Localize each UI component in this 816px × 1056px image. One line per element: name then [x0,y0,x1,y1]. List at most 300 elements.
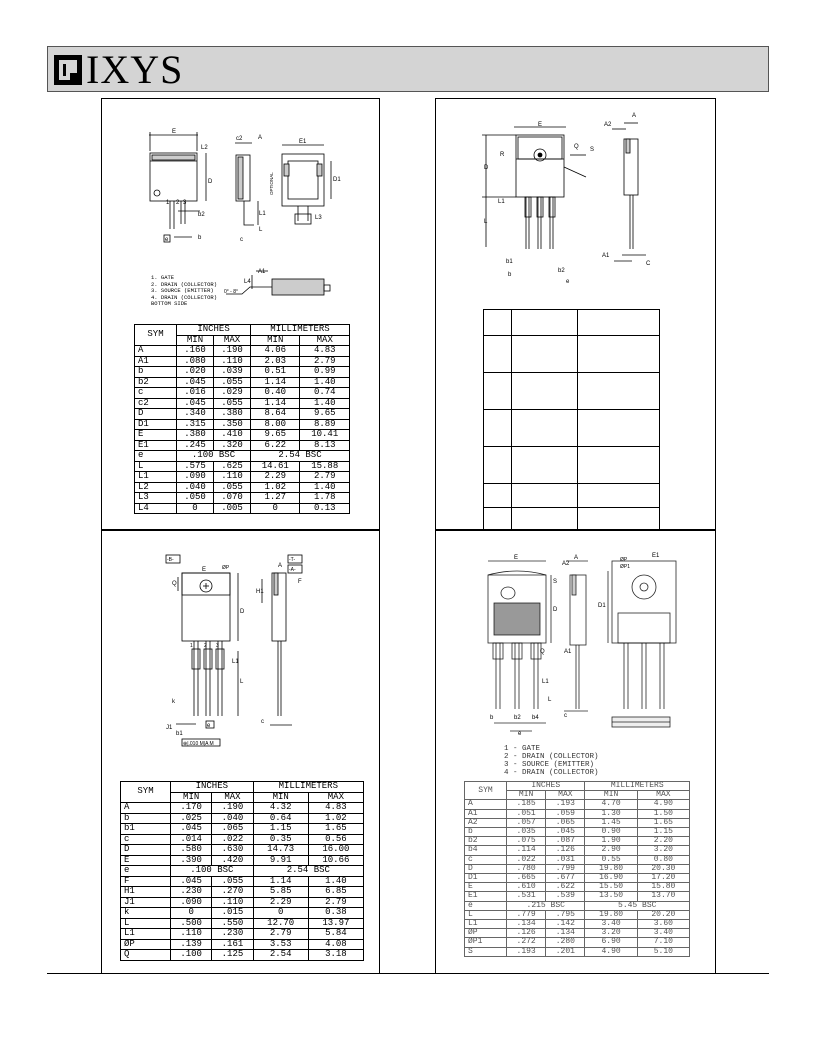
label-b1: b1 [506,259,513,265]
table-row [135,398,350,409]
cell-value: 2.79 [253,929,308,940]
pin-legend-2: 2. DRAIN (COLLECTOR) [151,280,218,288]
table-row [121,813,364,824]
label-pin1: 1 [166,200,170,206]
pin-legend-4: 4. DRAIN (COLLECTOR) [151,293,218,301]
cell-value: 3.53 [253,939,308,950]
cell-sym: b2 [135,377,177,388]
cell-value: 2.54 [253,950,308,961]
label-E1: E1 [652,553,660,559]
cell-value: 1.40 [300,398,350,409]
cell-value: .610 [507,883,546,892]
cell-value: .016 [177,388,214,399]
cell-value: 0.55 [585,855,637,864]
cell-value: .045 [171,876,212,887]
cell-value: .625 [214,461,251,472]
table-row [121,824,364,835]
table-row [135,472,350,483]
label-b: b [490,715,494,721]
table-row [135,493,350,504]
label-e: e [518,731,522,737]
col-inches: INCHES [177,325,251,336]
cell-value: .190 [214,346,251,357]
label-Q: Q [172,581,177,587]
table-row [135,503,350,514]
cell-value: 4.83 [300,346,350,357]
label-optional: OPTIONAL [269,172,274,195]
cell-sym: L4 [135,503,177,514]
cell-value: .185 [507,800,546,809]
to247-rows-2 [465,910,690,956]
label-pin2: 2 [204,643,207,649]
cell-value: .020 [177,367,214,378]
cell-value: 5.10 [637,947,689,956]
cell-value: 3.18 [308,950,363,961]
col-mm-min: MIN [585,791,637,800]
cell-value: .025 [171,813,212,824]
cell-value: .340 [177,409,214,420]
cell-sym: A [121,803,171,814]
label-H1: H1 [256,589,264,595]
table-row [135,430,350,441]
cell-value: 15.80 [637,883,689,892]
cell-value: .059 [546,809,585,818]
panel-to247 [435,530,716,974]
cell-value: 1.40 [308,876,363,887]
label-D: D [208,179,213,185]
cell-value: 4.32 [253,803,308,814]
cell-sym: k [121,908,171,919]
label-Q: Q [540,649,545,655]
cell-value: .040 [177,482,214,493]
col-inches: INCHES [507,782,585,791]
cell-value: 0.80 [637,855,689,864]
to247-rows [465,800,690,901]
col-sym: SYM [135,325,177,346]
table-row [121,897,364,908]
cell-value: 2.29 [251,472,300,483]
col-mm-max: MAX [300,335,350,346]
cell-value: .057 [507,818,546,827]
cell-value: .051 [507,809,546,818]
label-pin1: 1 [190,643,193,649]
cell-sym: L [135,461,177,472]
cell-value: 1.14 [251,398,300,409]
cell-value: .139 [171,939,212,950]
table-row [121,929,364,940]
cell-sym: F [121,876,171,887]
table-row [465,809,690,818]
cell-sym: E [465,883,507,892]
panel-to263 [101,98,380,530]
to220-drawing [436,99,715,299]
to247-dimension-table [464,781,690,957]
label-c: c [564,713,567,719]
cell-value: .622 [546,883,585,892]
cell-value: .114 [507,846,546,855]
table-row [465,855,690,864]
footer-rule [47,973,769,974]
cell-value: .134 [507,920,546,929]
cell-sym: A2 [465,818,507,827]
cell-value: 3.20 [585,929,637,938]
label-S: S [590,147,595,153]
cell-sym: c2 [135,398,177,409]
label-pin2: 2 [176,200,180,206]
table-row [121,834,364,845]
cell-value: 1.14 [251,377,300,388]
cell-value: .320 [214,440,251,451]
cell-value: .160 [177,346,214,357]
cell-value: 4.83 [308,803,363,814]
cell-value: .315 [177,419,214,430]
cell-value: .014 [171,834,212,845]
to263-pin-legend [151,275,217,308]
label-J1: J1 [166,725,173,731]
cell-value: 4.70 [585,800,637,809]
cell-sym: b [121,813,171,824]
cell-value: .799 [546,864,585,873]
cell-value: .040 [212,813,253,824]
cell-value: 2.29 [253,897,308,908]
cell-value: 0 [171,908,212,919]
cell-value: .035 [507,828,546,837]
cell-value: .193 [546,800,585,809]
to263-drawing [102,99,379,309]
cell-sym: L2 [135,482,177,493]
cell-value: .005 [214,503,251,514]
pin-legend-3: 3. SOURCE (EMITTER) [151,287,214,294]
cell-value: 0.40 [251,388,300,399]
cell-value: 1.78 [300,493,350,504]
label-e: e [207,723,211,729]
cell-value: .110 [214,472,251,483]
col-inches: INCHES [171,782,254,793]
cell-value: .779 [507,910,546,919]
cell-sym: D [121,845,171,856]
label-E: E [172,129,177,135]
cell-value: 5.84 [308,929,363,940]
cell-sym: c [465,855,507,864]
cell-value: 10.41 [300,430,350,441]
label-L: L [548,697,552,703]
cell-sym: A1 [465,809,507,818]
cell-value: 19.80 [585,864,637,873]
cell-value: .795 [546,910,585,919]
cell-value: .080 [177,356,214,367]
table-row [135,388,350,399]
cell-value: 19.80 [585,910,637,919]
col-inch-max: MAX [546,791,585,800]
cell-value: 1.02 [251,482,300,493]
cell-value: .500 [171,918,212,929]
cell-sym: D1 [135,419,177,430]
cell-value: .125 [212,950,253,961]
label-A2: A2 [604,122,612,128]
label-A1: A1 [602,253,610,259]
table-row [135,409,350,420]
cell-sym: c [135,388,177,399]
cell-value: .029 [214,388,251,399]
label-L3: L3 [315,215,322,221]
label-P: ØP [222,565,230,571]
cell-sym: A1 [135,356,177,367]
label-P1: ØP1 [620,564,631,570]
pin-legend-4: 4 - DRAIN (COLLECTOR) [504,769,599,777]
panel-to220ab [101,530,380,974]
table-row [121,908,364,919]
table-row [121,939,364,950]
table-row [465,892,690,901]
cell-value: 2.90 [585,846,637,855]
cell-sym: L1 [135,472,177,483]
cell-value: .575 [177,461,214,472]
label-C: C [646,261,651,267]
cell-value: .201 [546,947,585,956]
cell-value: .055 [214,377,251,388]
label-A: A [632,113,637,119]
cell-value: 2.79 [300,472,350,483]
cell-value: .193 [507,947,546,956]
cell-value: 0.90 [585,828,637,837]
label-b1: b1 [176,731,183,737]
label-pin3: 3 [183,200,187,206]
cell-value: 2.79 [308,897,363,908]
to263-dimension-table [134,324,350,514]
cell-sym: D [465,864,507,873]
cell-value: 2.20 [637,837,689,846]
cell-value: .580 [171,845,212,856]
cell-value: .065 [546,818,585,827]
cell-value: .390 [171,855,212,866]
cell-value: 0.51 [251,367,300,378]
cell-sym: L3 [135,493,177,504]
cell-value: .055 [214,398,251,409]
cell-value: 1.30 [585,809,637,818]
table-row [121,803,364,814]
cell-sym: ØP [465,929,507,938]
cell-value: 15.88 [300,461,350,472]
cell-sym: D1 [465,874,507,883]
table-row [135,461,350,472]
cell-value: 1.27 [251,493,300,504]
cell-value: 17.20 [637,874,689,883]
ixys-logo [54,47,184,92]
table-row [465,800,690,809]
cell-value: 10.66 [308,855,363,866]
cell-sym: L1 [465,920,507,929]
cell-value: .045 [171,824,212,835]
col-mm-min: MIN [253,792,308,803]
cell-value: 6.85 [308,887,363,898]
cell-value: .100 [171,950,212,961]
label-tolerance: ⊕|.010 M|A M [183,741,214,747]
cell-value: 4.06 [251,346,300,357]
table-row: e .215 BSC 5.45 BSC [465,901,690,910]
label-k: k [172,699,175,705]
cell-value: 1.02 [308,813,363,824]
cell-value: 9.65 [251,430,300,441]
table-row [465,947,690,956]
cell-value: .090 [177,472,214,483]
cell-value: 0.35 [253,834,308,845]
col-sym: SYM [121,782,171,803]
cell-value: .045 [177,398,214,409]
cell-sym: c [121,834,171,845]
cell-value: .134 [546,929,585,938]
label-datum-T: -T- [289,557,296,563]
to263-rows-2 [135,461,350,514]
cell-value: .039 [214,367,251,378]
label-b2: b2 [514,715,521,721]
cell-value: 8.89 [300,419,350,430]
cell-value: .022 [507,855,546,864]
cell-value: 0.38 [308,908,363,919]
label-F: F [298,579,302,585]
cell-value: 4.90 [637,800,689,809]
cell-value: .050 [177,493,214,504]
label-E1: E1 [299,139,307,145]
cell-value: .630 [212,845,253,856]
cell-value: 0.13 [300,503,350,514]
cell-value: .550 [212,918,253,929]
label-D: D [240,609,245,615]
cell-value: .126 [507,929,546,938]
label-S: S [553,579,558,585]
cell-value: .055 [212,876,253,887]
label-L2: L2 [201,145,208,151]
label-b4: b4 [532,715,539,721]
label-D: D [553,607,558,613]
label-e: e [165,237,169,243]
cell-value: .410 [214,430,251,441]
cell-value: .087 [546,837,585,846]
pin-legend-3: 3 - SOURCE (EMITTER) [504,761,595,769]
label-R: R [500,152,505,158]
col-inch-min: MIN [171,792,212,803]
cell-value: 1.50 [637,809,689,818]
cell-value: 2.79 [300,356,350,367]
cell-value: 13.70 [637,892,689,901]
label-L1: L1 [259,211,266,217]
cell-value: 6.90 [585,938,637,947]
cell-value: 1.90 [585,837,637,846]
label-L: L [484,219,488,225]
label-pin3: 3 [216,643,219,649]
label-angle: 0° - 8° [224,289,239,295]
label-datum-A: -A- [289,567,296,573]
label-P: ØP [620,557,628,563]
cell-value: .270 [212,887,253,898]
to220ab-drawing [102,531,379,761]
cell-value: 14.61 [251,461,300,472]
cell-value: .045 [177,377,214,388]
cell-sym: E [135,430,177,441]
label-b: b [198,235,202,241]
cell-value: .075 [507,837,546,846]
to247-drawing [436,531,715,737]
col-millimeters: MILLIMETERS [585,782,690,791]
table-row [135,419,350,430]
cell-value: 1.65 [637,818,689,827]
cell-value: 0.56 [308,834,363,845]
cell-value: 3.20 [637,846,689,855]
cell-value: .045 [546,828,585,837]
cell-value: 20.30 [637,864,689,873]
cell-sym: L [465,910,507,919]
to220ab-rows [121,803,364,866]
col-millimeters: MILLIMETERS [253,782,363,793]
cell-value: .539 [546,892,585,901]
table-row [135,440,350,451]
cell-value: .531 [507,892,546,901]
cell-value: .245 [177,440,214,451]
pin-legend-4b: BOTTOM SIDE [151,300,188,307]
label-L1: L1 [542,679,549,685]
cell-sym: D [135,409,177,420]
cell-value: .161 [212,939,253,950]
cell-sym: ØP [121,939,171,950]
cell-value: 5.85 [253,887,308,898]
col-inch-min: MIN [177,335,214,346]
label-datum-B: -B- [167,557,174,563]
cell-sym: H1 [121,887,171,898]
label-E: E [538,122,543,128]
page-header [47,46,769,92]
col-mm-max: MAX [637,791,689,800]
cell-value: 3.60 [637,920,689,929]
table-row [121,845,364,856]
cell-value: 8.13 [300,440,350,451]
cell-value: 3.40 [585,920,637,929]
cell-value: 1.40 [300,482,350,493]
cell-value: 8.64 [251,409,300,420]
cell-value: .230 [171,887,212,898]
cell-value: 20.20 [637,910,689,919]
table-row [135,377,350,388]
col-inch-min: MIN [507,791,546,800]
cell-sym: ØP1 [465,938,507,947]
table-row [135,482,350,493]
label-D1: D1 [598,603,606,609]
cell-value: .055 [214,482,251,493]
cell-value: .070 [214,493,251,504]
cell-value: 9.91 [253,855,308,866]
cell-sym: E [121,855,171,866]
cell-value: .110 [212,897,253,908]
pin-legend-1: 1 - GATE [504,745,541,753]
cell-value: 4.08 [308,939,363,950]
col-mm-max: MAX [308,792,363,803]
to220-empty-table [483,309,660,532]
cell-value: .090 [171,897,212,908]
cell-value: .665 [507,874,546,883]
table-row [135,346,350,357]
label-b2: b2 [198,212,205,218]
cell-value: 1.14 [253,876,308,887]
cell-value: 0 [251,503,300,514]
cell-value: .420 [212,855,253,866]
cell-value: 16.90 [585,874,637,883]
col-mm-min: MIN [251,335,300,346]
label-L1: L1 [232,659,239,665]
label-c: c [261,719,264,725]
cell-value: 12.70 [253,918,308,929]
table-row [465,846,690,855]
label-A: A [258,135,263,141]
table-row: e .100 BSC 2.54 BSC [135,451,350,462]
cell-sym: b [465,828,507,837]
